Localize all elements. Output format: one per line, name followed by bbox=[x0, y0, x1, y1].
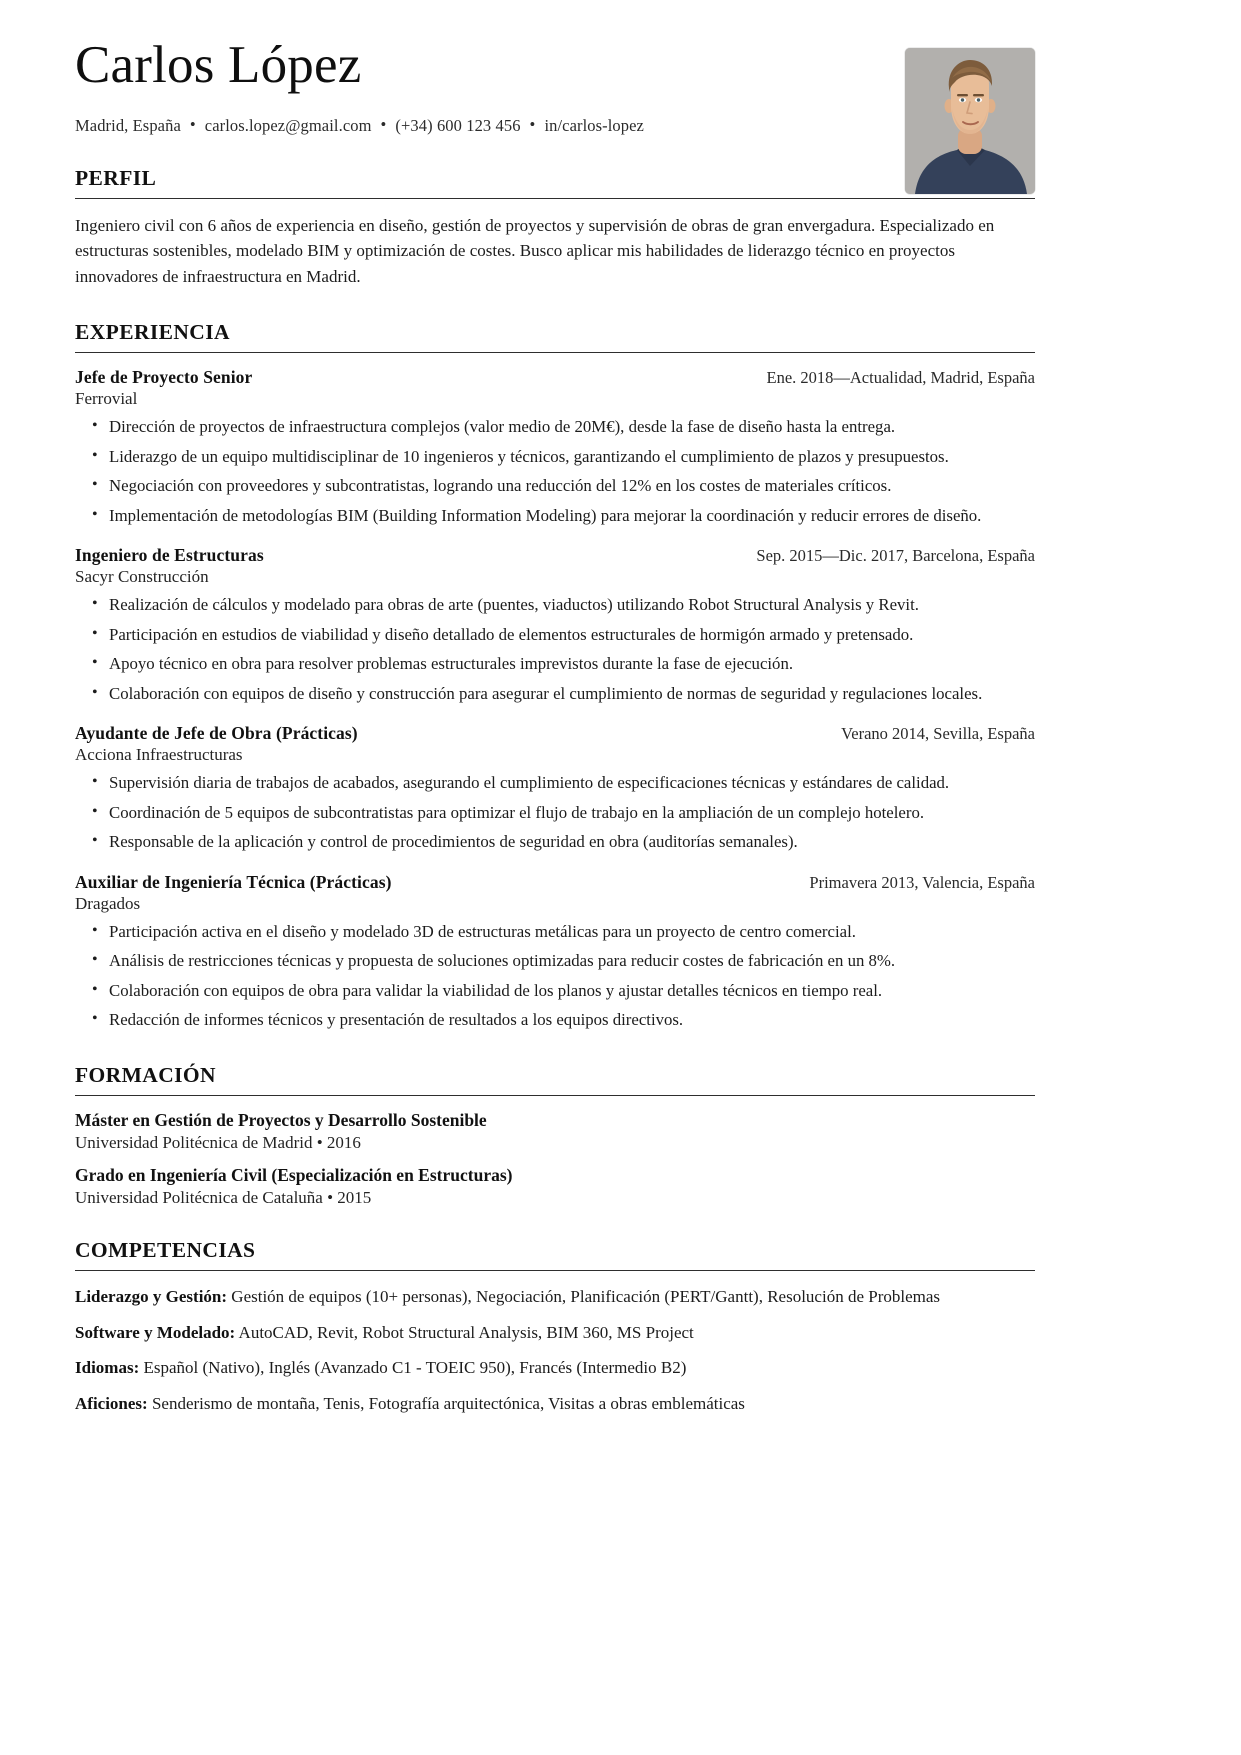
education-entry bbox=[75, 1165, 1035, 1208]
experience-role: Ayudante de Jefe de Obra (Prácticas) bbox=[75, 723, 358, 744]
section-title-experience: EXPERIENCIA bbox=[75, 320, 230, 345]
list-item: • Colaboración con equipos de diseño y construcción para asegurar el cumplimiento de normas de seguridad y regulaciones locales. bbox=[109, 682, 1035, 707]
list-item: • Análisis de restricciones técnicas y propuesta de soluciones optimizadas para reducir costes de fabricación en un 8%. bbox=[109, 949, 1035, 974]
list-item: • Redacción de informes técnicos y presentación de resultados a los equipos directivos. bbox=[109, 1008, 1035, 1033]
profile-summary: Ingeniero civil con 6 años de experiencia en diseño, gestión de proyectos y supervisión de obras de gran envergadura. Especializado en estructuras sostenibles, modelado BIM y optimización de costes. Busco aplicar mis habilidades de liderazgo técnico en proyectos innovadores de infraestructura en Madrid. bbox=[75, 215, 995, 287]
list-item: • Colaboración con equipos de obra para validar la viabilidad de los planos y ajustar detalles técnicos en tiempo real. bbox=[109, 979, 1035, 1004]
experience-organization: Acciona Infraestructuras bbox=[75, 745, 243, 765]
resume-header bbox=[75, 0, 1035, 136]
section-divider bbox=[75, 1270, 1035, 1271]
section-title-education: FORMACIÓN bbox=[75, 1062, 216, 1087]
education-entry bbox=[75, 1110, 1035, 1153]
experience-entry-head bbox=[75, 872, 1035, 893]
contact-location: Madrid, España bbox=[75, 115, 181, 135]
skill-value: AutoCAD, Revit, Robot Structural Analysis, BIM 360, MS Project bbox=[235, 1322, 694, 1342]
section-divider bbox=[75, 198, 1035, 199]
contact-phone[interactable]: (+34) 600 123 456 bbox=[395, 115, 521, 135]
experience-role: Auxiliar de Ingeniería Técnica (Prácticas) bbox=[75, 871, 392, 892]
skill-label: Software y Modelado: bbox=[75, 1322, 236, 1342]
experience-bullets bbox=[75, 920, 1035, 1033]
contact-separator: • bbox=[529, 114, 536, 134]
experience-meta: Sep. 2015—Dic. 2017, Barcelona, España bbox=[756, 546, 1035, 566]
section-title-profile: PERFIL bbox=[75, 165, 157, 190]
skill-row bbox=[75, 1356, 1035, 1381]
list-item: • Negociación con proveedores y subcontratistas, logrando una reducción del 12% en los costes de materiales críticos. bbox=[109, 474, 1035, 499]
experience-meta: Primavera 2013, Valencia, España bbox=[809, 872, 1035, 892]
section-divider bbox=[75, 352, 1035, 353]
skill-row bbox=[75, 1285, 1035, 1310]
list-item: • Coordinación de 5 equipos de subcontratistas para optimizar el flujo de trabajo en la ampliación de un complejo hotelero. bbox=[109, 801, 1035, 826]
list-item: • Supervisión diaria de trabajos de acabados, asegurando el cumplimiento de especificaciones técnicas y estándares de calidad. bbox=[109, 771, 1035, 796]
experience-entry-head bbox=[75, 545, 1035, 566]
section-skills bbox=[75, 1238, 1035, 1417]
skill-value: Gestión de equipos (10+ personas), Negociación, Planificación (PERT/Gantt), Resolución de Problemas bbox=[227, 1286, 941, 1306]
page-title: Carlos López bbox=[75, 36, 362, 94]
experience-bullets bbox=[75, 593, 1035, 706]
list-item: • Realización de cálculos y modelado para obras de arte (puentes, viaductos) utilizando Robot Structural Analysis y Revit. bbox=[109, 593, 1035, 618]
section-divider bbox=[75, 1095, 1035, 1096]
experience-entry bbox=[75, 872, 1035, 1033]
skill-value: Senderismo de montaña, Tenis, Fotografía arquitectónica, Visitas a obras emblemáticas bbox=[147, 1393, 745, 1413]
contact-separator: • bbox=[189, 114, 196, 134]
skill-row bbox=[75, 1392, 1035, 1417]
skill-label: Liderazgo y Gestión: bbox=[75, 1286, 228, 1306]
contact-email[interactable]: carlos.lopez@gmail.com bbox=[204, 115, 372, 135]
experience-entry bbox=[75, 367, 1035, 528]
education-school: Universidad Politécnica de Madrid • 2016 bbox=[75, 1132, 361, 1152]
experience-entry bbox=[75, 723, 1035, 855]
list-item: • Implementación de metodologías BIM (Building Information Modeling) para mejorar la coordinación y reducir errores de diseño. bbox=[109, 504, 1035, 529]
experience-organization: Sacyr Construcción bbox=[75, 567, 209, 587]
experience-role: Jefe de Proyecto Senior bbox=[75, 367, 253, 388]
experience-entry-head bbox=[75, 367, 1035, 388]
list-item: • Liderazgo de un equipo multidisciplinar de 10 ingenieros y técnicos, garantizando el cumplimiento de plazos y presupuestos. bbox=[109, 445, 1035, 470]
experience-bullets bbox=[75, 415, 1035, 528]
experience-organization: Ferrovial bbox=[75, 389, 138, 409]
education-school: Universidad Politécnica de Cataluña • 2015 bbox=[75, 1187, 372, 1207]
section-education bbox=[75, 1063, 1035, 1208]
experience-entry bbox=[75, 545, 1035, 706]
experience-meta: Ene. 2018—Actualidad, Madrid, España bbox=[766, 368, 1035, 388]
contact-linkedin[interactable]: in/carlos-lopez bbox=[544, 115, 644, 135]
section-profile bbox=[75, 166, 1035, 290]
list-item: • Participación en estudios de viabilidad y diseño detallado de elementos estructurales de hormigón armado y pretensado. bbox=[109, 623, 1035, 648]
section-experience bbox=[75, 320, 1035, 1033]
skill-row bbox=[75, 1321, 1035, 1346]
skill-label: Idiomas: bbox=[75, 1358, 140, 1378]
experience-bullets bbox=[75, 771, 1035, 855]
contact-line bbox=[75, 116, 1035, 136]
experience-role: Ingeniero de Estructuras bbox=[75, 545, 264, 566]
experience-organization: Dragados bbox=[75, 893, 141, 913]
experience-entry-head bbox=[75, 723, 1035, 744]
resume-content bbox=[75, 0, 1035, 1416]
skill-label: Aficiones: bbox=[75, 1393, 148, 1413]
list-item: • Responsable de la aplicación y control de procedimientos de seguridad en obra (auditorías semanales). bbox=[109, 830, 1035, 855]
education-degree: Máster en Gestión de Proyectos y Desarrollo Sostenible bbox=[75, 1109, 487, 1130]
list-item: • Apoyo técnico en obra para resolver problemas estructurales imprevistos durante la fase de ejecución. bbox=[109, 652, 1035, 677]
list-item: • Participación activa en el diseño y modelado 3D de estructuras metálicas para un proyecto de centro comercial. bbox=[109, 920, 1035, 945]
section-title-skills: COMPETENCIAS bbox=[75, 1237, 256, 1262]
contact-separator: • bbox=[380, 114, 387, 134]
education-degree: Grado en Ingeniería Civil (Especialización en Estructuras) bbox=[75, 1164, 513, 1185]
experience-meta: Verano 2014, Sevilla, España bbox=[841, 724, 1035, 744]
list-item: • Dirección de proyectos de infraestructura complejos (valor medio de 20M€), desde la fase de diseño hasta la entrega. bbox=[109, 415, 1035, 440]
skill-value: Español (Nativo), Inglés (Avanzado C1 - TOEIC 950), Francés (Intermedio B2) bbox=[139, 1358, 687, 1378]
